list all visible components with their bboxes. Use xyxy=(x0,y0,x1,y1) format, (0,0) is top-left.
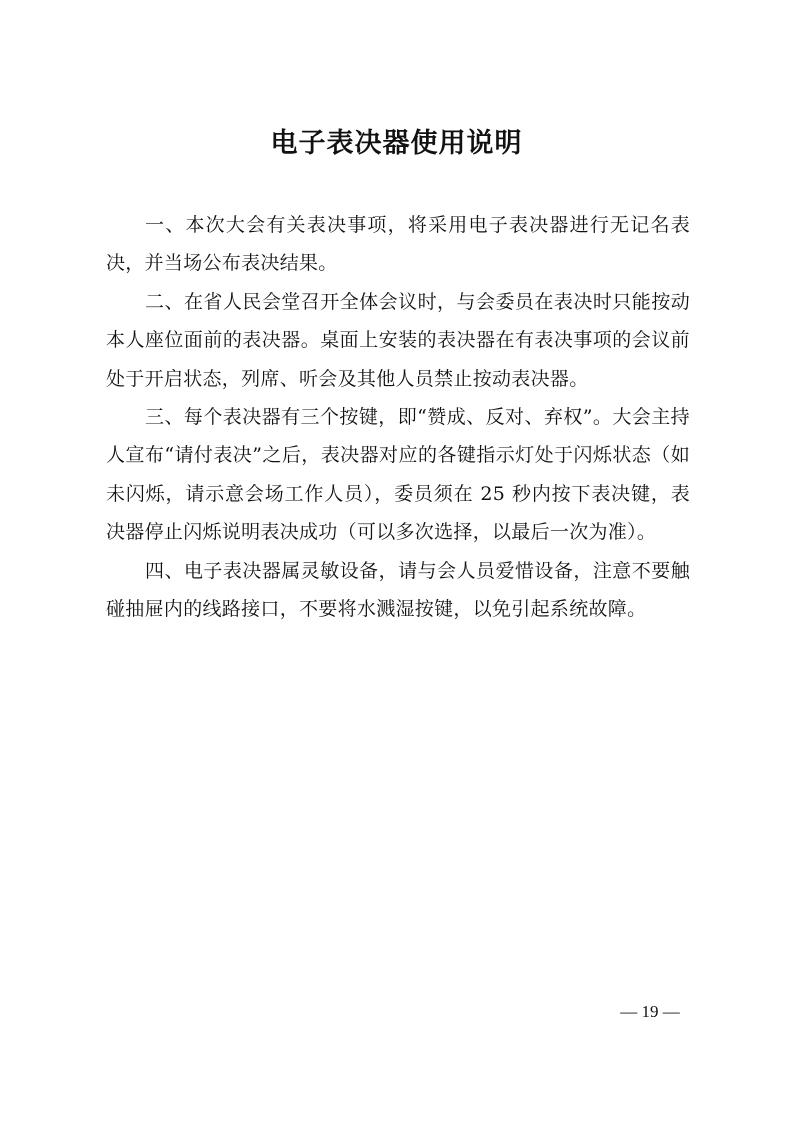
page-number: — 19 — xyxy=(620,1002,680,1021)
paragraph-2: 二、在省人民会堂召开全体会议时，与会委员在表决时只能按动本人座位面前的表决器。桌面上安装的表决器在有表决事项的会议前处于开启状态，列席、听会及其他人员禁止按动表决器。 xyxy=(106,290,690,390)
paragraph-3: 三、每个表决器有三个按键，即“赞成、反对、弃权”。大会主持人宣布“请付表决”之后，表决器对应的各键指示灯处于闪烁状态（如未闪烁，请示意会场工作人员），委员须在 25 秒内按下表决键，表决器停止闪烁说明表决成功（可以多次选择，以最后一次为准）。 xyxy=(106,406,690,544)
page-title: 电子表决器使用说明 xyxy=(270,128,523,159)
document-body xyxy=(106,206,690,628)
paragraph-1: 一、本次大会有关表决事项，将采用电子表决器进行无记名表决，并当场公布表决结果。 xyxy=(106,214,690,275)
paragraph-4: 四、电子表决器属灵敏设备，请与会人员爱惜设备，注意不要触碰抽屉内的线路接口，不要将水溅湿按键，以免引起系统故障。 xyxy=(106,559,690,621)
